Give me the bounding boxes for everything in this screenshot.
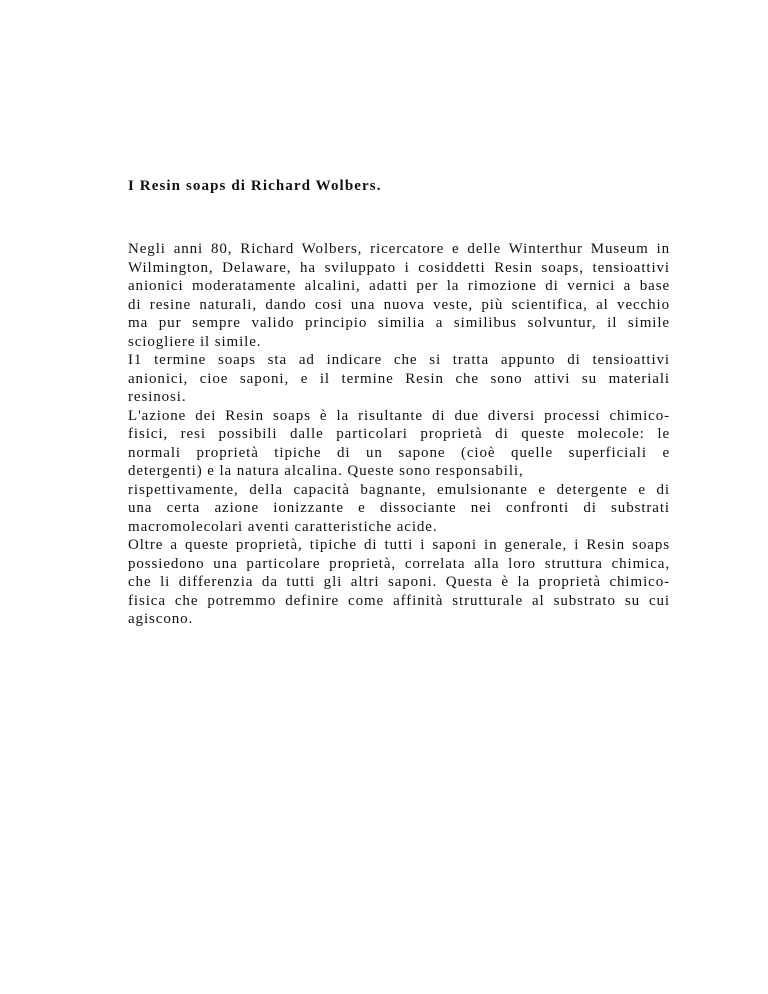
body-line: fisica che potremmo definire come affinità strutturale al substrato su cui [128, 592, 670, 609]
body-line: anionici moderatamente alcalini, adatti per la rimozione di vernici a base [128, 278, 670, 294]
body-line: anionici, cioe saponi, e il termine Resin che sono attivi su materiali [128, 370, 670, 387]
body-line: normali proprietà tipiche di un sapone (cioè quelle superficiali e [128, 444, 670, 461]
body-line: Oltre a queste proprietà, tipiche di tutti i saponi in generale, i Resin soaps [128, 537, 670, 553]
body-line: ma pur sempre valido principio similia a similibus solvuntur, il simile [128, 315, 670, 331]
body-line: di resine naturali, dando cosi una nuova veste, più scientifica, al vecchio [128, 296, 670, 313]
body-line: possiedono una particolare proprietà, correlata alla loro struttura chimica, [128, 555, 670, 572]
body-line: una certa azione ionizzante e dissociante nei confronti di substrati [128, 500, 670, 516]
body-line: rispettivamente, della capacità bagnante, emulsionante e detergente e di [128, 481, 670, 498]
body-line: fisici, resi possibili dalle particolari proprietà di queste molecole: le [128, 426, 670, 442]
body-line: Negli anni 80, Richard Wolbers, ricercatore e delle Winterthur Museum in [128, 241, 670, 257]
body-line: detergenti) e la natura alcalina. Queste sono responsabili, [128, 463, 524, 479]
document-body [128, 240, 670, 629]
body-line: che li differenzia da tutti gli altri saponi. Questa è la proprietà chimico- [128, 574, 670, 590]
document-title: I Resin soaps di Richard Wolbers. [128, 178, 382, 194]
body-line: Wilmington, Delaware, ha sviluppato i cosiddetti Resin soaps, tensioattivi [128, 259, 670, 276]
body-line: L'azione dei Resin soaps è la risultante di due diversi processi chimico- [128, 407, 670, 424]
body-line: macromolecolari aventi caratteristiche acide. [128, 518, 438, 535]
body-line: agiscono. [128, 611, 194, 627]
body-line: I1 termine soaps sta ad indicare che si tratta appunto di tensioattivi [128, 352, 670, 368]
body-line: resinosi. [128, 389, 187, 405]
body-line: sciogliere il simile. [128, 333, 262, 350]
